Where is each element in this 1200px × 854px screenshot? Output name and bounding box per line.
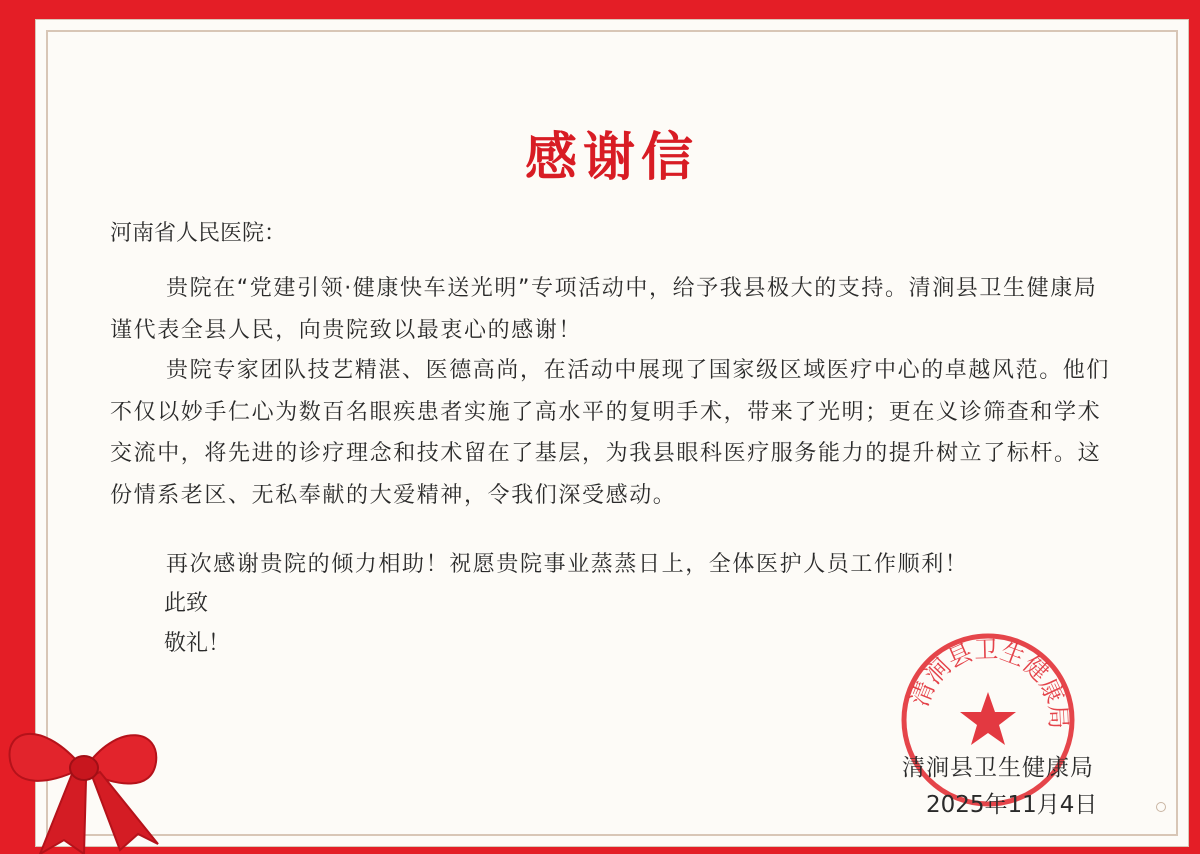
seal-text: 清涧县卫生健康局 [905, 635, 1073, 730]
letter-paragraph-2: 贵院专家团队技艺精湛、医德高尚，在活动中展现了国家级区域医疗中心的卓越风范。他们不仅以妙手仁心为数百名眼疾患者实施了高水平的复明手术，带来了光明；更在义诊筛查和学术交流中，将先进的诊疗理念和技术留在了基层，为我县眼科医疗服务能力的提升树立了标杆。这份情系老区、无私奉献的大爱精神，令我们深受感动。 [110, 358, 1111, 508]
closing-line-2: 敬礼！ [164, 631, 231, 656]
paper-dot [1156, 802, 1166, 812]
letter-paragraph-3: 再次感谢贵院的倾力相助！祝愿贵院事业蒸蒸日上，全体医护人员工作顺利！ [166, 552, 969, 577]
official-seal-icon [898, 630, 1078, 810]
letter-salutation: 河南省人民医院： [110, 221, 287, 246]
letter-paper [36, 20, 1188, 846]
letter-paragraph-1: 贵院在“党建引领·健康快车送光明”专项活动中，给予我县极大的支持。清涧县卫生健康局谨代表全县人民，向贵院致以最衷心的感谢！ [110, 276, 1098, 343]
ribbon-bow-icon [0, 700, 170, 854]
letter-title: 感谢信 [524, 127, 699, 188]
closing-line-1: 此致 [164, 591, 209, 616]
signer-name: 清涧县卫生健康局 [902, 755, 1094, 781]
letter-date: 2025年11月4日 [926, 792, 1098, 818]
